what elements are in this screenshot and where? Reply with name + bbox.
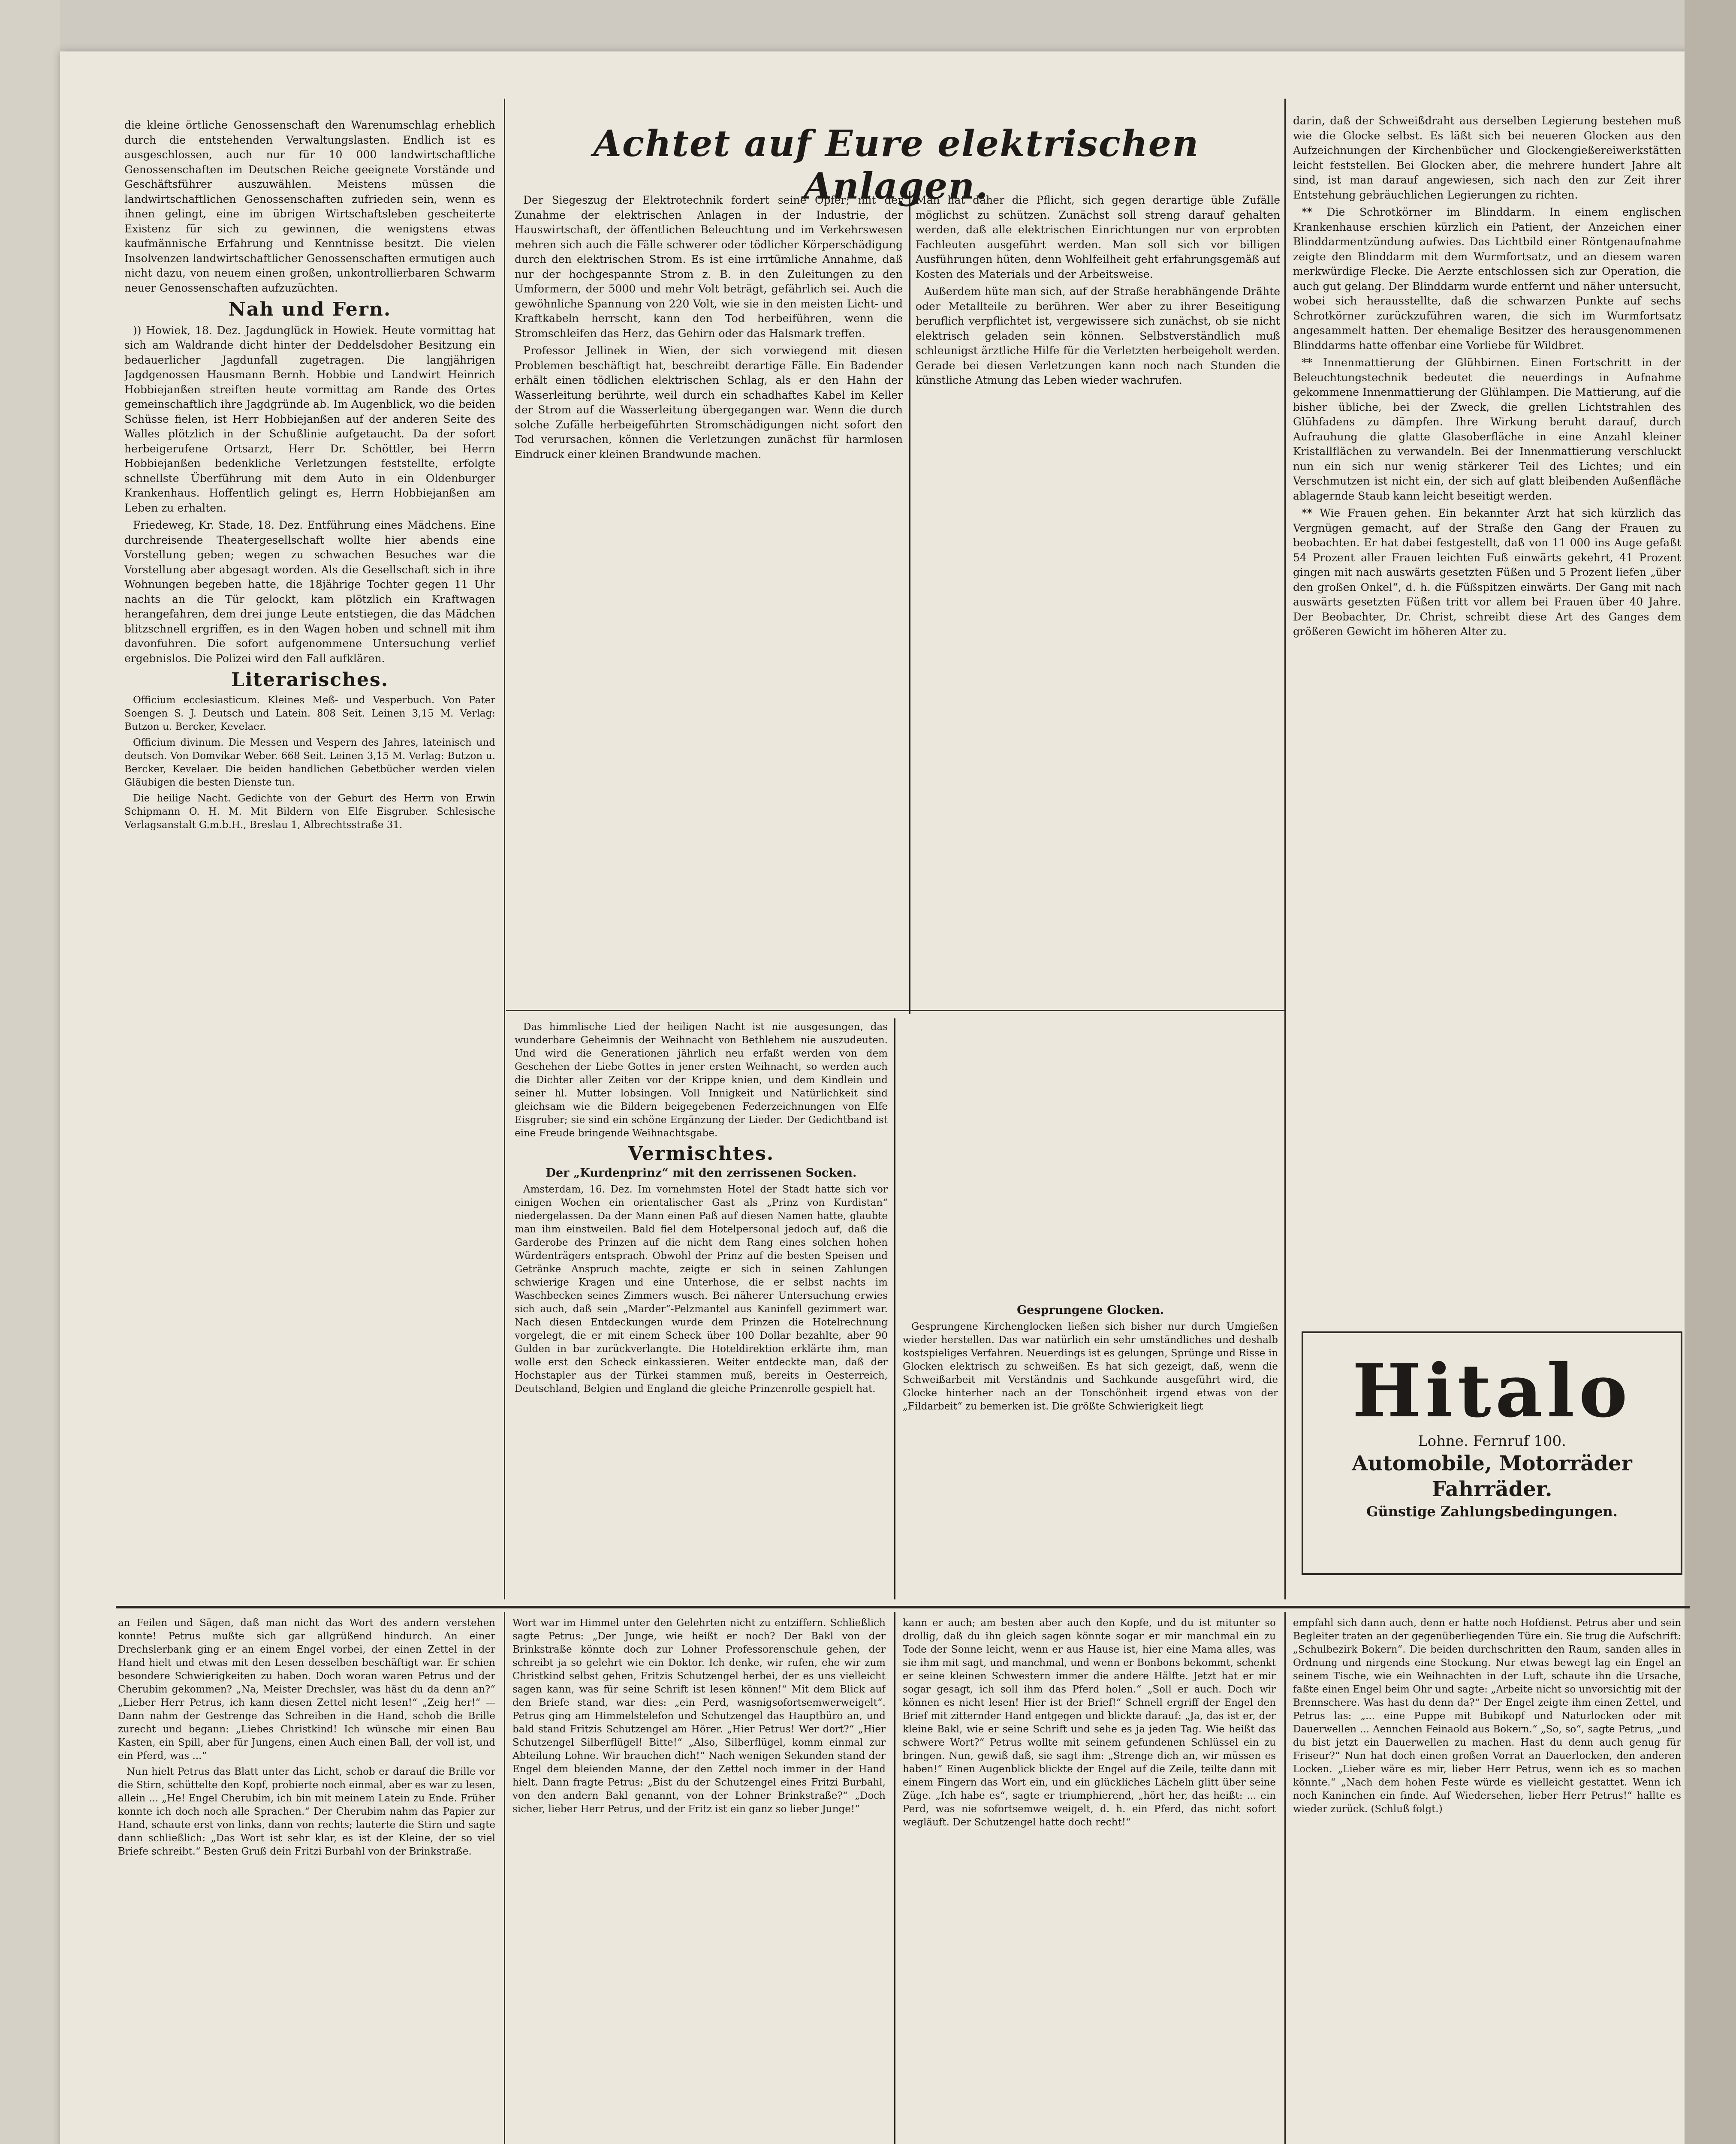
section-title-nah-und-fern: Nah und Fern. — [228, 298, 392, 320]
story-paragraph-1b: Nun hielt Petrus das Blatt unter das Licht, schob er darauf die Brille vor die Stirn, schüttelte den Kopf, probierte noch einmal, aber es war zu lesen, allein ... „He! Engel Cherubim, ich bin mit meinem Latein zu Ende. Früher konnte ich doch noch alle Sprachen.“ Der Cherubim nahm das Papier zur Hand, schaute erst von links, dann von rechts; lauterte die Stirn und sagte dann schließlich: „Das Wort ist sehr klar, es ist der Kleine, der so viel Briefe schreibt.“ Besten Gruß dein Fritzi Burbahl von der Brinkstraße. — [118, 1766, 495, 1857]
news-howiek: )) Howiek, 18. Dez. Jagdunglück in Howiek. Heute vormittag hat sich am Waldrande dicht hinter der Deddelsdoher Besitzung ein bedauerlicher Jagdunfall zugetragen. Die langjährigen Jagdgenossen Hausmann Bernh. Hobbie und Landwirt Heinrich Hobbiejanßen streiften heute vormittag am Rande des Ortes gemeinschaftlich ihre Jagdgründe ab. Im Augenblick, wo die beiden Schüsse fielen, ist Herr Hobbiejanßen auf der anderen Seite des Walles plötzlich in der Schußlinie aufgetaucht. Da der sofort herbeigerufene Ortsarzt, Herr Dr. Schöttler, bei Herrn Hobbiejanßen bedenkliche Verletzungen feststellte, erfolgte schnellste Überführung mit dem Auto in ein Oldenburger Krankenhaus. Hoffentlich gelingt es, Herrn Hobbiejanßen am Leben zu erhalten. — [124, 324, 495, 514]
ad-line-fahrraeder: Fahrräder. — [1432, 1477, 1552, 1501]
paragraph-innenmattierung: ** Innenmattierung der Glühbirnen. Einen Fortschritt in der Beleuchtungstechnik bedeutet die neuerdings in Aufnahme gekommene Innenmattierung der Glühlampen. Die Mattierung, auf die bisher übliche, bei der Zweck, die grellen Lichtstrahlen des Glühfadens zu dämpfen. Ihre Wirkung beruht darauf, durch Aufrauhung die glatte Glasoberfläche in eine Anzahl kleiner Kristallflächen zu verwandeln. Bei der Innenmattierung verschluckt nun ein sich nur wenig stärkerer Teil des Lichtes; und ein Verschmutzen ist nicht ein, der sich auf glatt bleibenden Außenfläche ablagernde Staub kann leicht beseitigt werden. — [1293, 356, 1681, 502]
story-column-4 — [1293, 1617, 1681, 2144]
paragraph-frauen-gehen: ** Wie Frauen gehen. Ein bekannter Arzt hat sich kürzlich das Vergnügen gemacht, auf der Straße den Gang der Frauen zu beobachten. Er hat dabei festgestellt, daß von 11 000 ins Auge gefaßt 54 Prozent aller Frauen leichten Fuß einwärts gekehrt, 41 Prozent gingen mit nach auswärts gesetzten Füßen und 5 Prozent liefen „über den großen Onkel“, d. h. die Füßspitzen einwärts. Der Gang mit nach auswärts gesetzten Füßen tritt vor allem bei Frauen über 40 Jahre. Der Beobachter, Dr. Christ, schreibt diese Art des Ganges dem größeren Gewicht im höheren Alter zu. — [1293, 507, 1681, 638]
subtitle-glocken: Gesprungene Glocken. — [1017, 1304, 1164, 1317]
news-friedeweg: Friedeweg, Kr. Stade, 18. Dez. Entführung eines Mädchens. Eine durchreisende Theatergesellschaft wollte hier abends eine Vorstellung geben; wegen zu schwachen Besuches war die Vorstellung aber abgesagt worden. Als die Gesellschaft sich in ihre Wohnungen begeben hatte, die 18jährige Tochter gegen 11 Uhr nachts an die Tür gelockt, kam plötzlich ein Kraftwagen herangefahren, dem drei junge Leute entstiegen, die das Mädchen blitzschnell ergriffen, es in den Wagen hoben und schnell mit ihm davonfuhren. Die sofort aufgenommene Untersuchung verlief ergebnislos. Die Polizei wird den Fall aufklären. — [124, 519, 495, 665]
right-column — [1293, 114, 1681, 1314]
ad-phone: Lohne. Fernruf 100. — [1418, 1433, 1566, 1450]
subtitle-kurdenprinz: Der „Kurdenprinz“ mit den zerrissenen Socken. — [546, 1166, 857, 1180]
ad-line-zahlung: Günstige Zahlungsbedingungen. — [1366, 1503, 1618, 1520]
paragraph-schrotkoerner: ** Die Schrotkörner im Blinddarm. In einem englischen Krankenhause erschien kürzlich ein Patient, der Anzeichen einer Blinddarmentzündung aufwies. Das Lichtbild einer Röntgenaufnahme zeigte den Blinddarm mit dem Wurmfortsatz, und an diesem waren merkwürdige Flecke. Die Aerzte entschlossen sich zur Operation, die auch gut gelang. Der Blinddarm wurde entfernt und näher untersucht, wobei sich herausstellte, daß die schwarzen Punkte auf sechs Schrotkörner zurückzuführen waren, die sich im Wurmfortsatz angesammelt hatten. Der ehemalige Besitzer des herausgenommenen Blinddarms hatte offenbar eine Vorliebe für Wildbret. — [1293, 206, 1681, 352]
paragraph-heilige-nacht: Das himmlische Lied der heiligen Nacht ist nie ausgesungen, das wunderbare Geheimnis der Weihnacht von Bethlehem nie auszudeuten. Und wird die Generationen jährlich neu erfaßt werden von dem Geschehen der Liebe Gottes in jener ersten Weihnacht, so werden auch die Dichter aller Zeiten vor der Krippe knien, und dem Kindlein und seiner hl. Mutter lobsingen. Voll Innigkeit und Natürlichkeit sind gleichsam wie die Bildern beigegebenen Federzeichnungen von Elfe Eisgruber; sie sind ein schöne Ergänzung der Lieder. Der Gedichtband ist eine Freude bringende Weihnachtsgabe. — [515, 1021, 888, 1139]
article-paragraph-2: Professor Jellinek in Wien, der sich vorwiegend mit diesen Problemen beschäftigt hat, beschreibt derartige Fälle. Ein Badender erhält einen tödlichen elektrischen Schlag, als er den Hahn der Wasserleitung berührte, weil durch ein schadhaftes Kabel im Keller der Strom auf die Wasserleitung übergegangen war. Wenn die durch solche Zufälle herbeigeführten Stromschädigungen nicht sofort den Tod verursachen, können die Verletzungen zunächst für harmlosen Eindruck einer kleinen Brandwunde machen. — [515, 344, 903, 461]
page-fold-shadow — [0, 0, 60, 2144]
article-paragraph-1: Der Siegeszug der Elektrotechnik fordert seine Opfer; mit der Zunahme der elektrischen Anlagen in der Industrie, der Hauswirtschaft, der öffentlichen Beleuchtung und im Verkehrswesen mehren sich auch die Fälle schwerer oder tödlicher Körperschädigung durch den elektrischen Strom. Es ist eine irrtümliche Annahme, daß nur der hochgespannte Strom z. B. in den Zuleitungen zu den Umformern, der 5000 und mehr Volt beträgt, gefährlich sei. Auch die gewöhnliche Spannung von 220 Volt, wie sie in den meisten Licht- und Kraftkabeln herrscht, kann den Tod herbeiführen, wenn die Stromschleifen das Herz, das Gehirn oder das Halsmark treffen. — [515, 194, 903, 340]
story-paragraph-2: Wort war im Himmel unter den Gelehrten nicht zu entziffern. Schließlich sagte Petrus: „Der Junge, wie heißt er noch? Der Bakl von der Brinkstraße könnte doch zur Lohner Professorenschule gehen, der schreibt ja so gelehrt wie ein Doktor. Ich denke, wir rufen, ehe wir zum Christkind selbst gehen, Fritzis Schutzengel herbei, der es uns vielleicht sagen kann, was für seine Schrift ist lesen können!“ Mit dem Blick auf den Briefe stand, war dies: „ein Perd, wasnigsofortsemwerweigelt“. Petrus ging am Himmelstelefon und Schutzengel das Hauptbüro an, und bald stand Fritzis Schutzengel am Hörer. „Hier Petrus! Wer dort?“ „Hier Schutzengel Silberflügel! Bitte!“ „Also, Silberflügel, komm einmal zur Abteilung Lohne. Wir brauchen dich!“ Nach wenigen Sekunden stand der Engel dem bleienden Manne, der den Zettel noch immer in der Hand hielt. Dann fragte Petrus: „Bist du der Schutzengel eines Fritzi Burbahl, von den andern Bakl genannt, von der Lohner Brinkstraße?“ „Doch sicher, lieber Herr Petrus, und der Fritz ist ein ganz so lieber Junge!“ — [512, 1617, 886, 1815]
advertisement-hitalo — [1302, 1331, 1682, 1575]
article-paragraph-4: Außerdem hüte man sich, auf der Straße herabhängende Drähte oder Metallteile zu berühren. Wer aber zu ihrer Beseitigung beruflich verpflichtet ist, vergewissere sich zunächst, ob sie nicht elektrisch geladen sein können. Selbstverständlich muß schleunigst ärztliche Hilfe für die Verletzten herbeigeholt werden. Gerade bei diesen Verletzungen kann noch nach Stunden die künstliche Atmung das Leben wieder wachrufen. — [916, 285, 1280, 386]
story-paragraph-1: an Feilen und Sägen, daß man nicht das Wort des andern verstehen konnte! Petrus mußte sich gar allgrüßend hindurch. An einer Drechslerbank ging er an einem Engel vorbei, der einen Zettel in der Hand hielt und etwas mit den Lesen desselben beschäftigt war. Er schien besondere Schwierigkeiten zu haben. Doch woran waren Petrus und der Cherubim gekommen? „Na, Meister Drechsler, was häst du da denn an?“ „Lieber Herr Petrus, ich kann diesen Zettel nicht lesen!“ „Zeig her!“ — Dann nahm der Gestrenge das Schreiben in die Hand, schob die Brille zurecht und begann: „Liebes Christkind! Ich wünsche mir einen Bau Kasten, ein Spill, aber für Jungens, einen Auch einen Ball, der voll ist, und ein Pferd, was ...“ — [118, 1617, 495, 1762]
story-paragraph-3: kann er auch; am besten aber auch den Kopfe, und du ist mitunter so drollig, daß du ihn gleich sagen könnte sogar er mir manchmal ein zu Tode der Sonne leicht, wenn er aus Hause ist, hier eine Mama alles, was sie ihm mit sagt, und manchmal, und wenn er Bonbons bekommt, schenkt er seine kleinen Schwestern immer die andere Hälfte. Jetzt hat er mir sogar gesagt, ich soll ihm das Pferd holen.“ „Soll er auch. Doch wir können es nicht lesen! Hier ist der Brief!“ Schnell ergriff der Engel den Brief mit zitternder Hand entgegen und blickte darauf: „Ja, das ist er, der kleine Bakl, wie er seine Schrift und sehe es ja jeden Tag. Wie heißt das schwere Wort?“ Petrus wollte mit seinem gefundenen Schlüssel ein zu bringen. Nun, gewiß daß, sie sagt ihm: „Strenge dich an, wir müssen es haben!“ Einen Augenblick blickte der Engel auf die Zeile, teilte dann mit einem Fingern das Wort ein, und ein glückliches Lächeln glitt über seine Züge. „Ich habe es“, sagte er triumphierend, „hört her, das heißt: ... ein Perd, was nie sofortsemwe weigelt, d. h. ein Pferd, das nicht sofort wegläuft. Der Schutzengel hatte doch recht!“ — [903, 1617, 1276, 1828]
section-title-literarisches: Literarisches. — [231, 669, 389, 691]
story-rule-3 — [1284, 1612, 1286, 2144]
article-paragraph-3: Man hat daher die Pflicht, sich gegen derartige üble Zufälle möglichst zu schützen. Zunächst soll streng darauf gehalten werden, daß alle elektrischen Einrichtungen nur von erprobten Fachleuten ausgeführt werden. Man soll sich vor billigen Ausführungen hüten, denn Wohlfeilheit geht erfahrungsgemäß auf Kosten des Materials und der Arbeitsweise. — [916, 194, 1280, 280]
column-rule-center — [909, 191, 910, 1014]
paragraph-genossenschaft: die kleine örtliche Genossenschaft den Warenumschlag erheblich durch die entstehenden Verwaltungslasten. Endlich ist es ausgeschlossen, auch nur für 10 000 landwirtschaftliche Genossenschaften im Deutschen Reiche geeignete Vorstände und Geschäftsführer auszuwählen. Meistens müssen die landwirtschaftlichen Genossenschaften zufrieden sein, wenn es ihnen gelingt, eine im übrigen Wirtschaftsleben gescheiterte Existenz für sich zu gewinnen, die wenigstens etwas kaufmännische Erfahrung und Kenntnisse besitzt. Die vielen Insolvenzen landwirtschaftlicher Genossenschaften ermutigen auch nicht dazu, von neuem einen großen, unkontrollierbaren Schwarm neuer Genossenschaften aufzuzüchten. — [124, 119, 495, 294]
center-lower-left — [515, 1021, 888, 1597]
paragraph-kurdenprinz: Amsterdam, 16. Dez. Im vornehmsten Hotel der Stadt hatte sich vor einigen Wochen ein orientalischer Gast als „Prinz von Kurdistan“ niedergelassen. Da der Mann einen Paß auf diesen Namen hatte, glaubte man ihm einstweilen. Bald fiel dem Hotelpersonal jedoch auf, daß die Garderobe des Prinzen auf die nicht dem Rang eines solchen hohen Würdenträgers entsprach. Obwohl der Prinz auf die besten Speisen und Getränke Anspruch machte, zeigte er sich in seinen Zahlungen schwierige Kragen und eine Unterhose, die er selbst nachts im Waschbecken seines Zimmers wusch. Bei näherer Untersuchung erwies sich auch, daß sein „Marder“-Pelzmantel aus Kaninfell gezimmert war. Nach diesen Entdeckungen wurde dem Prinzen die Hotelrechnung vorgelegt, die er mit einem Scheck über 100 Dollar bezahlte, aber 90 Gulden in bar zurückverlangte. Die Hoteldirektion erklärte ihm, man wolle erst den Scheck einkassieren. Weiter entdeckte man, daß der Hochstapler aus der Türkei stammen muß, bereits in Oesterreich, Deutschland, Belgien und England die gleiche Prinzenrolle gespielt hat. — [515, 1184, 888, 1394]
left-column — [124, 118, 495, 1597]
ad-line-automobile: Automobile, Motorräder — [1352, 1451, 1632, 1476]
column-rule-1 — [504, 99, 505, 1599]
literature-item-3: Die heilige Nacht. Gedichte von der Geburt des Herrn von Erwin Schipmann O. H. M. Mit Bildern von Elfe Eisgruber. Schlesische Verlagsanstalt G.m.b.H., Breslau 1, Albrechtsstraße 31. — [124, 792, 495, 831]
story-column-1 — [118, 1617, 495, 2144]
story-rule-1 — [504, 1612, 505, 2144]
paragraph-glocken-cont: darin, daß der Schweißdraht aus derselben Legierung bestehen muß wie die Glocke selbst. Es läßt sich bei neueren Glocken aus den Aufzeichnungen der Kirchenbücher und Glockengießereiwerkstätten leicht feststellen. Bei Glocken aber, die mehrere hundert Jahre alt sind, ist man darauf angewiesen, sich nach den zur Zeit ihrer Entstehung gebräuchlichen Legierungen zu richten. — [1293, 114, 1681, 201]
column-rule-center-lower — [894, 1018, 895, 1599]
article-column-right — [916, 193, 1280, 1003]
article-column-left — [515, 193, 903, 1003]
story-column-3 — [903, 1617, 1276, 2144]
story-column-2 — [512, 1617, 886, 2144]
literature-item-1: Officium ecclesiasticum. Kleines Meß- und Vesperbuch. Von Pater Soengen S. J. Deutsch und Latein. 808 Seit. Leinen 3,15 M. Verlag: Butzon u. Bercker, Kevelaer. — [124, 694, 495, 732]
literature-item-2: Officium divinum. Die Messen und Vespern des Jahres, lateinisch und deutsch. Von Domvikar Weber. 668 Seit. Leinen 3,15 M. Verlag: Butzon u. Bercker, Kevelaer. Die beiden handlichen Gebetbücher werden vielen Gläubigen die besten Dienste tun. — [124, 737, 495, 788]
article-headline: Achtet auf Eure elektrischen Anlagen. — [593, 122, 1200, 207]
story-paragraph-4: empfahl sich dann auch, denn er hatte noch Hofdienst. Petrus aber und sein Begleiter traten an der gegenüberliegenden Türe ein. Sie trug die Aufschrift: „Schulbezirk Bokern“. Die beiden durchschritten den Raum, sanden alles in Ordnung und nirgends eine Stockung. Nur etwas bewegt lag ein Engel an seinem Tische, wie ein Weihnachten in der Luft, schaute ihn die Ursache, faßte einen Engel beim Ohr und sagte: „Arbeite nicht so unvorsichtig mit der Brennschere. Was hast du denn da?“ Der Engel zeigte ihm einen Zettel, und Petrus las: „... eine Puppe mit Bubikopf und Naturlocken oder mit Dauerwellen ... Aennchen Feinaold aus Bokern.“ „So, so“, sagte Petrus, „und du bist jetzt ein Dauerwellen zu machen. Hast du denn auch genug für Friseur?“ Nun hat doch einen großen Vorrat an Dauerlocken, den anderen Locken. „Lieber wäre es mir, lieber Herr Petrus, wenn ich es so machen könnte.“ „Nach dem hohen Feste würde es vielleicht gestattet. Wenn ich noch Kaninchen ein finde. Auf Wiedersehen, lieber Herr Petrus!“ hallte es wieder zurück. (Schluß folgt.) — [1293, 1617, 1681, 1815]
center-lower-right — [903, 1021, 1278, 1597]
ad-brand: Hitalo — [1352, 1348, 1632, 1434]
rule-story-top — [116, 1606, 1690, 1608]
story-rule-2 — [894, 1612, 895, 2144]
next-page-edge — [1685, 0, 1736, 2144]
paragraph-glocken: Gesprungene Kirchenglocken ließen sich bisher nur durch Umgießen wieder herstellen. Das war natürlich ein sehr umständliches und deshalb kostspieliges Verfahren. Neuerdings ist es gelungen, Sprünge und Risse in Glocken elektrisch zu schweißen. Es hat sich gezeigt, daß, wenn die Schweißarbeit mit Verständnis und Sachkunde ausgeführt wird, die Glocke hinterher nach an der Tonschönheit irgend etwas von der „Fildarbeit“ zu bemerken ist. Die größte Schwierigkeit liegt — [903, 1321, 1278, 1412]
column-rule-2 — [1284, 99, 1286, 1599]
rule-under-article — [506, 1010, 1284, 1011]
section-title-vermischtes: Vermischtes. — [628, 1143, 775, 1165]
